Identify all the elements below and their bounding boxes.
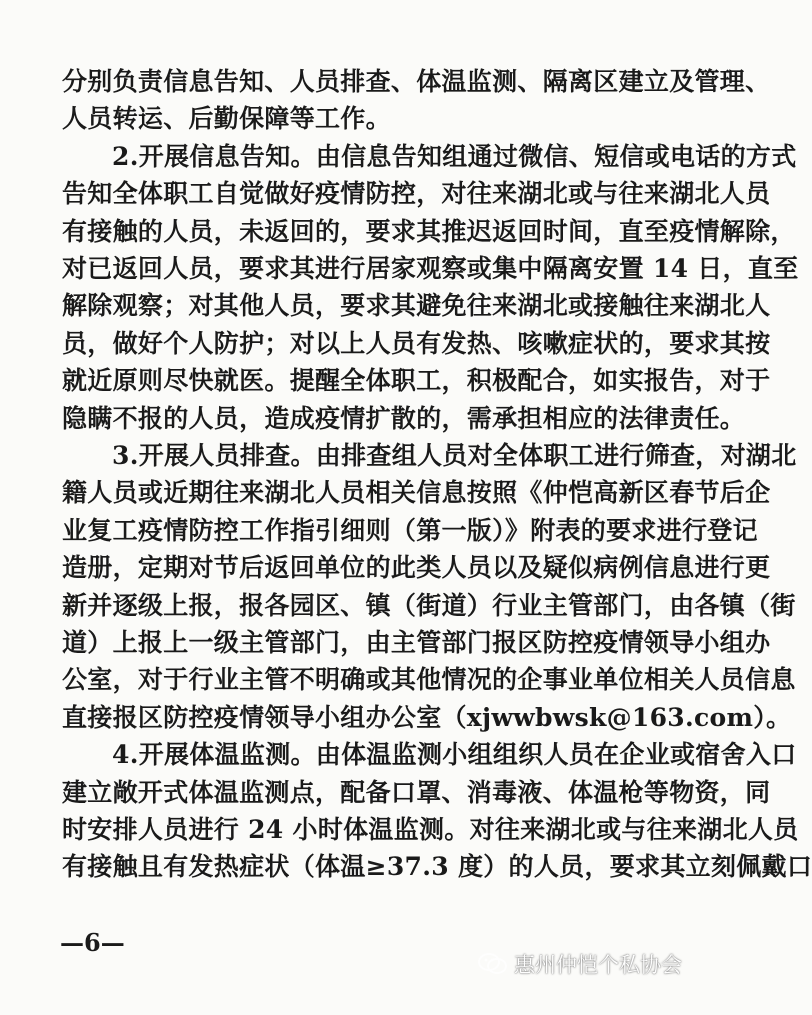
watermark [478, 949, 682, 979]
text-line: 道）上报上一级主管部门，由主管部门报区防控疫情领导小组办 [62, 628, 771, 657]
text-line: 员，做好个人防护；对以上人员有发热、咳嗽症状的，要求其按 [62, 328, 771, 358]
text-line: 解除观察；对其他人员，要求其避免往来湖北或接触往来湖北人 [62, 291, 771, 321]
text-line: 有接触且有发热症状（体温≥37.3 度）的人员，要求其立刻佩戴口 [62, 852, 812, 882]
text-line: 造册，定期对节后返回单位的此类人员以及疑似病例信息进行更 [62, 553, 771, 583]
text-line: 公室，对于行业主管不明确或其他情况的企事业单位相关人员信息 [62, 665, 796, 695]
text-line: 4.开展体温监测。由体温监测小组组织人员在企业或宿舍入口 [112, 740, 797, 770]
text-line: 分别负责信息告知、人员排查、体温监测、隔离区建立及管理、 [62, 67, 771, 96]
text-line: 就近原则尽快就医。提醒全体职工，积极配合，如实报告，对于 [62, 366, 771, 396]
wechat-icon [478, 952, 508, 976]
text-line: 直接报区防控疫情领导小组办公室（xjwwbwsk@163.com）。 [62, 702, 792, 732]
text-line: 建立敞开式体温监测点，配备口罩、消毒液、体温枪等物资，同 [62, 777, 771, 807]
text-line: 隐瞒不报的人员，造成疫情扩散的，需承担相应的法律责任。 [62, 403, 746, 433]
text-line: 业复工疫情防控工作指引细则（第一版）》附表的要求进行登记 [62, 515, 758, 545]
text-line: 告知全体职工自觉做好疫情防控，对往来湖北或与往来湖北人员 [62, 179, 771, 209]
watermark-text: 惠州仲恺个私协会 [514, 953, 682, 977]
text-line: 人员转运、后勤保障等工作。 [62, 104, 391, 134]
text-line: 3.开展人员排查。由排查组人员对全体职工进行筛查，对湖北 [112, 441, 797, 470]
text-line: 籍人员或近期往来湖北人员相关信息按照《仲恺高新区春节后企 [62, 478, 771, 508]
text-line: 时安排人员进行 24 小时体温监测。对往来湖北或与往来湖北人员 [62, 815, 799, 844]
page-number: —6— [60, 928, 125, 957]
text-line: 2.开展信息告知。由信息告知组通过微信、短信或电话的方式 [112, 141, 797, 171]
text-line: 有接触的人员，未返回的，要求其推迟返回时间，直至疫情解除， [62, 216, 796, 246]
text-line: 对已返回人员，要求其进行居家观察或集中隔离安置 14 日，直至 [62, 254, 799, 283]
text-line: 新并逐级上报，报各园区、镇（街道）行业主管部门，由各镇（街 [62, 590, 796, 620]
